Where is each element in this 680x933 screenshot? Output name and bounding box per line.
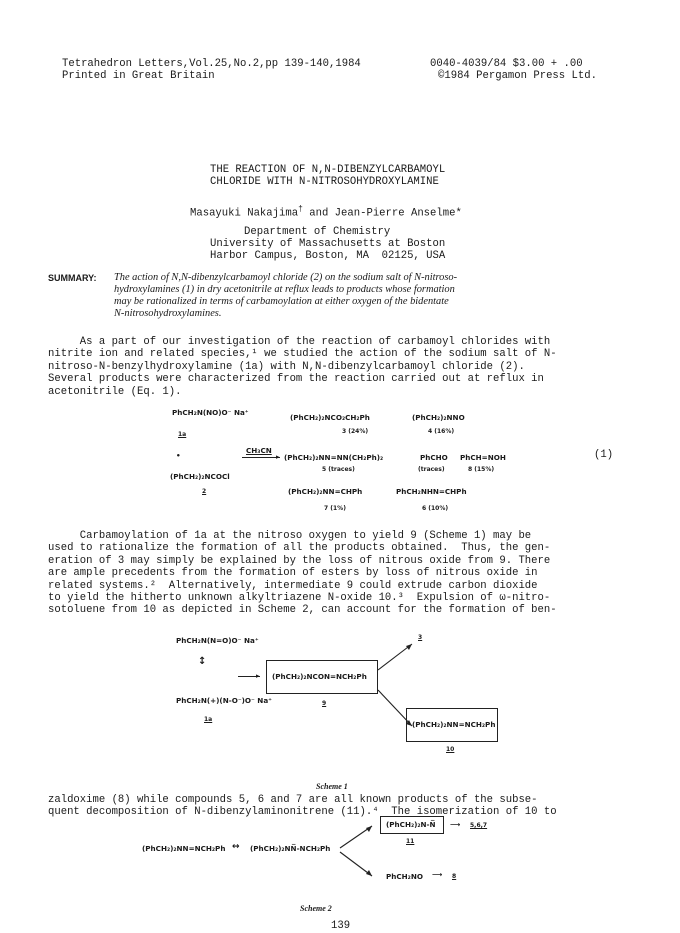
- text-line: Several products were characterized from the reaction carried out at reflux in: [48, 373, 544, 386]
- copyright: ©1984 Pergamon Press Ltd.: [438, 70, 597, 82]
- paragraph-3: [48, 794, 557, 819]
- scheme2-ylide: (PhCH₂)₂NN̅-NCH₂Ph: [250, 844, 331, 853]
- nitrene-11: (PhCH₂)₂N-N̅: [386, 820, 436, 829]
- product-5-label: 5 (traces): [322, 466, 355, 473]
- text-line: used to rationalize the formation of all the products obtained. Thus, the gen-: [48, 542, 551, 555]
- printed-in: Printed in Great Britain: [62, 70, 215, 82]
- nitroso-arrow: ⟶: [432, 870, 443, 879]
- nitroso-product: 8: [452, 873, 457, 880]
- product-4-label: 4 (16%): [428, 428, 455, 435]
- intermediate-10: (PhCH₂)₂NN=NCH₂Ph: [412, 720, 496, 729]
- page-number: 139: [331, 920, 351, 932]
- scheme-1: [170, 630, 500, 765]
- product-3-label: 3 (24%): [342, 428, 369, 435]
- product-3: (PhCH₂)₂NCO₂CH₂Ph: [290, 413, 370, 422]
- equation-1: [150, 405, 620, 520]
- nitrosotoluene: PhCH₂NO: [386, 872, 423, 881]
- text-line: zaldoxime (8) while compounds 5, 6 and 7 are all known products of the subse-: [48, 794, 538, 806]
- scheme1-product-3: 3: [418, 634, 423, 641]
- text-line: related systems.² Alternatively, intermediate 9 could extrude carbon dioxide: [48, 579, 538, 592]
- intermediate-10-label: 10: [446, 746, 455, 753]
- resonance-arrow: ↕: [198, 656, 207, 667]
- nitrene-products: 5,6,7: [470, 822, 488, 829]
- reactant-1a: PhCH₂N(NO)O⁻ Na⁺: [172, 408, 249, 417]
- summary-line: may be rationalized in terms of carbamoylation at either oxygen of the bidentate: [114, 296, 449, 307]
- paragraph-2: [48, 530, 557, 617]
- summary-line: The action of N,N-dibenzylcarbamoyl chloride (2) on the sodium salt of N-nitroso-: [114, 272, 458, 283]
- product-7-label: 7 (1%): [324, 505, 346, 512]
- address: Harbor Campus, Boston, MA 02125, USA: [210, 250, 446, 262]
- dagger-mark: †: [298, 205, 303, 214]
- summary-text: [114, 272, 457, 320]
- nitrene-arrow: ⟶: [450, 820, 461, 829]
- title-line-1: THE REACTION OF N,N-DIBENZYLCARBAMOYL: [210, 164, 446, 176]
- scheme2-triazene-oxide: (PhCH₂)₂NN=NCH₂Ph: [142, 844, 226, 853]
- scheme-1-caption: Scheme 1: [316, 782, 348, 791]
- paragraph-1: [48, 336, 557, 398]
- intermediate-9: (PhCH₂)₂NCON=NCH₂Ph: [272, 672, 367, 681]
- nitrene-11-label: 11: [406, 838, 415, 845]
- product-5: (PhCH₂)₂NN=NN(CH₂Ph)₂: [284, 453, 384, 462]
- journal-citation: Tetrahedron Letters,Vol.25,No.2,pp 139-140,1984: [62, 58, 361, 70]
- summary-line: N-nitrosohydroxylamines.: [114, 308, 222, 319]
- product-8-label: 8 (15%): [468, 466, 495, 473]
- scheme1-nitroso-anion: PhCH₂N(N=O)O⁻ Na⁺: [176, 636, 259, 645]
- summary-line: hydroxylamines (1) in dry acetonitrile at reflux leads to products whose formation: [114, 284, 455, 295]
- text-line: quent decomposition of N-dibenzylaminonitrene (11).⁴ The isomerization of 10 to: [48, 806, 557, 819]
- scheme2-resonance-arrow: ↔: [232, 842, 240, 852]
- text-line: sotoluene from 10 as depicted in Scheme 2, can account for the formation of ben-: [48, 604, 557, 617]
- author-1: Masayuki Nakajima: [190, 207, 299, 220]
- text-line: acetonitrile (Eq. 1).: [48, 385, 182, 398]
- scheme-2-caption: Scheme 2: [300, 904, 332, 913]
- text-line: to yield the hitherto unknown alkyltriazene N-oxide 10.³ Expulsion of ω-nitro-: [48, 592, 551, 605]
- text-line: As a part of our investigation of the reaction of carbamoyl chlorides with: [48, 336, 551, 348]
- author-2: and Jean-Pierre Anselme*: [302, 207, 462, 220]
- scheme2-branch-arrows: [338, 818, 378, 888]
- intermediate-9-label: 9: [322, 700, 327, 707]
- condition: CH₃CN: [246, 446, 272, 455]
- text-line: are ample precedents from the formation of esters by loss of nitrous oxide in: [48, 567, 538, 580]
- authors: [190, 204, 462, 220]
- text-line: nitroso-N-benzylhydroxylamine (1a) with N,N-dibenzylcarbamoyl chloride (2).: [48, 360, 525, 373]
- scheme1-arrowhead-1: ▸: [256, 671, 260, 680]
- scheme1-1a-label: 1a: [204, 716, 213, 723]
- scheme-2: [140, 818, 510, 900]
- reactant-1a-label: 1a: [178, 431, 187, 438]
- reaction-arrow: [242, 457, 280, 458]
- university: University of Massachusetts at Boston: [210, 238, 446, 250]
- arrow-head: ▸: [276, 452, 280, 461]
- product-phcho: PhCHO: [420, 453, 448, 462]
- product-7: (PhCH₂)₂NN=CHPh: [288, 487, 363, 496]
- text-line: nitrite ion and related species,¹ we studied the action of the sodium salt of N-: [48, 348, 557, 361]
- product-phcho-label: (traces): [418, 466, 445, 473]
- reactant-2: (PhCH₂)₂NCOCl: [170, 472, 230, 481]
- text-line: eration of 3 may simply be explained by the loss of nitrous oxide from 9. There: [48, 554, 551, 567]
- title-line-2: CHLORIDE WITH N-NITROSOHYDROXYLAMINE: [210, 176, 439, 188]
- product-4: (PhCH₂)₂NNO: [412, 413, 465, 422]
- product-6-label: 6 (10%): [422, 505, 449, 512]
- issn-price: 0040-4039/84 $3.00 + .00: [430, 58, 583, 70]
- product-6: PhCH₂NHN=CHPh: [396, 487, 467, 496]
- text-line: Carbamoylation of 1a at the nitroso oxygen to yield 9 (Scheme 1) may be: [48, 530, 532, 542]
- product-8: PhCH=NOH: [460, 453, 506, 462]
- plus-sign: •: [176, 451, 181, 460]
- summary-label: SUMMARY:: [48, 273, 97, 283]
- department: Department of Chemistry: [244, 226, 391, 238]
- reactant-2-label: 2: [202, 488, 207, 495]
- scheme1-oxide-anion: PhCH₂N(+)(N-O⁻)O⁻ Na⁺: [176, 696, 272, 705]
- equation-number: (1): [594, 449, 614, 461]
